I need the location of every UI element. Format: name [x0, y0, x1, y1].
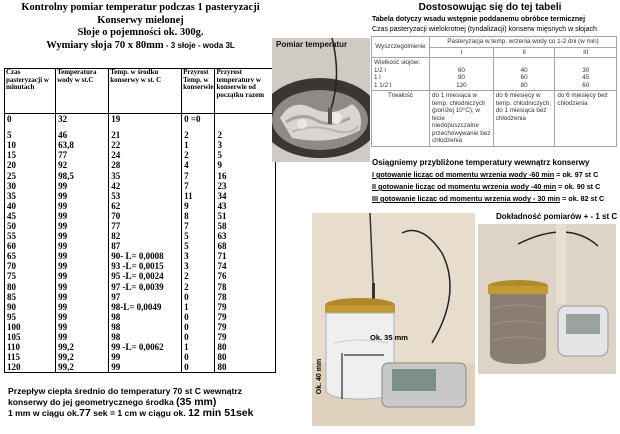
table-row	[5, 221, 276, 231]
stage-1-times	[429, 58, 493, 91]
table-cell: 75	[5, 271, 56, 281]
title-line-1: Kontrolny pomiar temperatur podczas 1 pasteryzacji	[21, 2, 260, 13]
table-cell: 3	[182, 251, 215, 261]
table-row	[5, 292, 276, 302]
table-row	[5, 271, 276, 281]
photo-caption: Pomiar temperatur	[276, 40, 348, 49]
temps-line-2	[372, 181, 620, 193]
table-cell: 79	[215, 322, 276, 332]
table-cell: 28	[109, 160, 182, 170]
table-cell: 22	[109, 140, 182, 150]
table-cell: 70	[109, 211, 182, 221]
table-cell: 98	[109, 312, 182, 322]
table-cell: 0	[5, 114, 56, 125]
temps-line-1-label: I gotowanie licząc od momentu wrzenia wody -60 min	[372, 170, 555, 179]
table-cell: 7	[182, 221, 215, 231]
temps-line-3-label: III gotowanie licząc od momentu wrzenia wody - 30 min	[372, 194, 561, 203]
durability-3: do 6 miesięcy bez chłodzenia	[555, 91, 617, 147]
table-cell: 8	[182, 211, 215, 221]
reference-header-row	[372, 37, 617, 48]
time-0-3: 30	[582, 66, 590, 74]
table-cell: 79	[215, 332, 276, 342]
summary-line-2-text: konserwy do jej geometrycznego środka	[8, 397, 177, 407]
table-cell: 0 =0	[182, 114, 215, 125]
table-cell: 76	[215, 271, 276, 281]
table-cell: 5	[182, 241, 215, 251]
table-cell: 99	[56, 231, 109, 241]
table-cell: 99	[56, 312, 109, 322]
table-row	[5, 160, 276, 170]
table-cell: 78	[215, 282, 276, 292]
table-cell: 99	[56, 251, 109, 261]
table-cell: 99	[56, 261, 109, 271]
table-cell: 99	[56, 241, 109, 251]
table-row	[5, 342, 276, 352]
title-line-3: Słoje o pojemności ok. 300g.	[77, 27, 204, 38]
table-row	[5, 201, 276, 211]
pasteurization-reference-table	[371, 36, 617, 147]
table-cell: 70	[5, 261, 56, 271]
time-0-2: 40	[520, 66, 528, 74]
table-cell: 80	[215, 342, 276, 352]
temps-line-3	[372, 193, 620, 205]
table-cell: 63	[215, 231, 276, 241]
table-cell: 98,5	[56, 170, 109, 180]
page-title	[8, 2, 273, 52]
table-cell: 30	[5, 181, 56, 191]
table-cell: 0	[182, 322, 215, 332]
stage-3: III	[555, 47, 617, 58]
table-row	[5, 332, 276, 342]
table-cell: 95 -L= 0,0024	[109, 271, 182, 281]
table-row	[5, 302, 276, 312]
table-row	[5, 181, 276, 191]
table-cell: 32	[56, 114, 109, 125]
table-cell: 79	[215, 312, 276, 322]
table-cell: 40	[5, 201, 56, 211]
table-cell: 20	[5, 160, 56, 170]
temps-line-1	[372, 169, 620, 181]
column-header: Temperatura wody w st.C	[56, 69, 109, 114]
table-row	[5, 352, 276, 362]
table-cell: 24	[109, 150, 182, 160]
summary-line-1: Przepływ ciepła średnio do temperatury 70 st C wewnątrz	[8, 386, 243, 396]
table-row	[5, 140, 276, 150]
column-label: Wyszczególnienie	[372, 37, 430, 58]
temps-line-1-value: = ok. 97 st C	[554, 170, 599, 179]
table-cell: 2	[182, 150, 215, 160]
table-cell: 85	[5, 292, 56, 302]
table-cell: 15	[5, 150, 56, 160]
stage-2: II	[493, 47, 555, 58]
table-cell: 4	[182, 160, 215, 170]
table-cell: 51	[215, 211, 276, 221]
summary-line-2	[8, 397, 298, 408]
label-35mm: Ok. 35 mm	[370, 333, 408, 342]
column-header: Temp. w środku konserwy w st. C	[109, 69, 182, 114]
table-cell: 10	[5, 140, 56, 150]
table-cell: 97 -L= 0,0039	[109, 282, 182, 292]
table-cell: 99	[109, 352, 182, 362]
table-row	[5, 312, 276, 322]
table-cell: 98	[109, 332, 182, 342]
table-cell: 53	[109, 191, 182, 201]
table-cell: 99	[56, 221, 109, 231]
durability-1: do 1 miesiąca w temp. chłodniczych (poniżej 10°C); w lecie niedopuszczalne przechowywanie bez chłodzenia	[429, 91, 493, 147]
table-cell: 0	[182, 292, 215, 302]
table-cell: 0	[182, 362, 215, 373]
column-header: Przyrost temperatury w konserwie od początku razem	[215, 69, 276, 114]
table-row	[5, 251, 276, 261]
size-cell	[372, 58, 430, 91]
table-cell: 21	[109, 130, 182, 140]
table-cell: 99	[56, 282, 109, 292]
table-cell: 71	[215, 251, 276, 261]
table-cell: 79	[215, 302, 276, 312]
temperature-table	[4, 68, 276, 373]
summary-time: 12 min 51sek	[188, 407, 254, 419]
photo-pot	[272, 38, 370, 162]
table-cell: 99,2	[56, 362, 109, 373]
table-cell: 68	[215, 241, 276, 251]
table-cell: 99	[56, 201, 109, 211]
table-cell: 80	[215, 352, 276, 362]
summary-cm-label: sek = 1 cm w ciągu ok.	[90, 408, 189, 418]
stage-1: I	[429, 47, 493, 58]
table-cell: 62	[109, 201, 182, 211]
durability-row	[372, 91, 617, 147]
table-cell	[215, 114, 276, 125]
table-cell: 7	[182, 170, 215, 180]
table-cell: 1	[182, 302, 215, 312]
table-row	[5, 191, 276, 201]
time-0-1: 60	[457, 66, 465, 74]
table-cell: 77	[109, 221, 182, 231]
durability-2: do 6 miesięcy w temp. chłodniczych, do 1 miesiąca bez chłodzenia	[493, 91, 555, 147]
table-cell: 90- L= 0,0008	[109, 251, 182, 261]
table-cell: 45	[5, 211, 56, 221]
table-cell: 1	[182, 140, 215, 150]
table-cell: 11	[182, 191, 215, 201]
table-row	[5, 130, 276, 140]
table-cell: 35	[109, 170, 182, 180]
reference-subtitle: Tabela dotyczy wsadu wstępnie poddanemu obróbce termicznej	[372, 16, 586, 23]
reference-header: Pasteryzacja w temp. wrzenia wody co 1-2 dni (w min)	[429, 37, 616, 48]
temps-line-2-value: = ok. 90 st C	[556, 182, 601, 191]
table-cell: 0	[182, 352, 215, 362]
reference-description: Czas pasteryzacji wielokrotnej (tyndalizacji) konserw mięsnych w słojach	[372, 26, 597, 33]
table-cell: 9	[182, 201, 215, 211]
table-cell: 5	[215, 150, 276, 160]
summary-depth: (35 mm)	[176, 396, 217, 408]
temps-heading: Osiągniemy przybliżone temperatury wewnątrz konserwy	[372, 158, 590, 167]
column-header: Przyrost Temp. w konserwie	[182, 69, 215, 114]
table-cell: 99	[56, 181, 109, 191]
table-cell: 19	[109, 114, 182, 125]
summary-rate-label: 1 mm w ciągu ok.	[8, 408, 80, 418]
table-cell: 3	[182, 261, 215, 271]
table-cell: 34	[215, 191, 276, 201]
table-cell: 99	[56, 191, 109, 201]
table-cell: 1	[182, 342, 215, 352]
table-cell: 9	[215, 160, 276, 170]
table-row	[5, 261, 276, 271]
table-cell: 92	[56, 160, 109, 170]
summary-line-3	[8, 408, 298, 419]
table-cell: 2	[182, 271, 215, 281]
time-1-3: 45	[582, 74, 590, 81]
table-cell: 99	[56, 271, 109, 281]
table-header-row	[5, 69, 276, 114]
table-cell: 25	[5, 170, 56, 180]
table-cell: 95	[5, 312, 56, 322]
time-2-2: 80	[520, 81, 528, 89]
table-cell: 0	[182, 332, 215, 342]
table-cell: 74	[215, 261, 276, 271]
table-row	[5, 362, 276, 373]
table-cell: 60	[5, 241, 56, 251]
photo-jar-probe	[312, 213, 475, 426]
title-dimensions: Wymiary słoja 70 x 80mm	[46, 39, 164, 51]
table-row	[5, 241, 276, 251]
photo-jar-meat	[478, 224, 616, 374]
table-cell: 87	[109, 241, 182, 251]
table-cell: 99	[56, 332, 109, 342]
table-row	[5, 114, 276, 125]
table-row	[5, 211, 276, 221]
temps-line-2-label: II gotowanie licząc od momentu wrzenia wody -40 min	[372, 182, 557, 191]
time-2-3: 60	[582, 81, 590, 89]
table-row	[5, 170, 276, 180]
table-cell: 80	[215, 362, 276, 373]
table-cell: 46	[56, 130, 109, 140]
table-cell: 55	[5, 231, 56, 241]
size-row	[372, 58, 617, 91]
table-cell: 65	[5, 251, 56, 261]
table-cell: 58	[215, 221, 276, 231]
table-cell: 3	[215, 140, 276, 150]
stage-3-times	[555, 58, 617, 91]
table-cell: 63,8	[56, 140, 109, 150]
table-cell: 99	[56, 322, 109, 332]
table-body	[5, 114, 276, 373]
table-cell: 97	[109, 292, 182, 302]
label-40mm: Ok. 40 mm	[316, 358, 324, 395]
table-cell: 78	[215, 292, 276, 302]
jar-illustration	[312, 213, 475, 426]
table-cell: 2	[182, 282, 215, 292]
reference-title: Dostosowując się do tej tabeli	[418, 2, 562, 13]
table-cell: 100	[5, 322, 56, 332]
time-2-1: 120	[456, 81, 467, 89]
table-cell: 99	[56, 302, 109, 312]
table-cell: 35	[5, 191, 56, 201]
table-cell: 115	[5, 352, 56, 362]
table-cell: 16	[215, 170, 276, 180]
table-cell: 5	[182, 231, 215, 241]
table-cell: 82	[109, 231, 182, 241]
table-cell: 5	[5, 130, 56, 140]
table-cell: 43	[215, 201, 276, 211]
title-note: - 3 słoje - woda 3L	[163, 40, 235, 50]
table-cell: 99 -L= 0,0062	[109, 342, 182, 352]
measurement-accuracy: Dokładność pomiarów + - 1 st C	[496, 212, 618, 221]
heat-flow-summary	[8, 386, 298, 419]
table-cell: 93 -L= 0,0015	[109, 261, 182, 271]
table-cell: 90	[5, 302, 56, 312]
table-cell: 23	[215, 181, 276, 191]
size-0: 1/2 l	[374, 66, 386, 74]
table-cell: 105	[5, 332, 56, 342]
table-cell: 120	[5, 362, 56, 373]
meat-jar-illustration	[478, 224, 616, 374]
size-1: 1 l	[374, 74, 381, 81]
table-cell: 0	[182, 312, 215, 322]
table-cell: 7	[182, 181, 215, 191]
achieved-temperatures	[372, 157, 620, 205]
table-cell: 50	[5, 221, 56, 231]
temps-line-3-value: = ok. 82 st C	[560, 194, 605, 203]
table-cell: 2	[215, 130, 276, 140]
time-1-2: 60	[520, 74, 528, 81]
table-row	[5, 322, 276, 332]
table-cell: 80	[5, 282, 56, 292]
summary-seconds: 77	[79, 407, 91, 419]
table-cell: 2	[182, 130, 215, 140]
table-cell: 110	[5, 342, 56, 352]
table-cell: 98	[109, 322, 182, 332]
table-row	[5, 231, 276, 241]
title-line-2: Konserwy mielonej	[97, 14, 184, 26]
table-cell: 99	[109, 362, 182, 373]
table-cell: 99	[56, 292, 109, 302]
pot-illustration	[272, 38, 370, 162]
table-cell: 99,2	[56, 352, 109, 362]
size-label: Wielkość słojów:	[374, 59, 421, 66]
durability-label: Trwałość	[372, 91, 430, 147]
stage-2-times	[493, 58, 555, 91]
table-cell: 99	[56, 211, 109, 221]
table-row	[5, 282, 276, 292]
title-line-4	[8, 40, 273, 53]
table-cell: 98-L= 0,0049	[109, 302, 182, 312]
table-row	[5, 150, 276, 160]
column-header: Czas pasteryzacji w minutach	[5, 69, 56, 114]
table-cell: 42	[109, 181, 182, 191]
table-cell: 99,2	[56, 342, 109, 352]
size-2: 1 1/2 l	[374, 81, 392, 89]
time-1-1: 90	[457, 74, 465, 81]
table-cell: 77	[56, 150, 109, 160]
